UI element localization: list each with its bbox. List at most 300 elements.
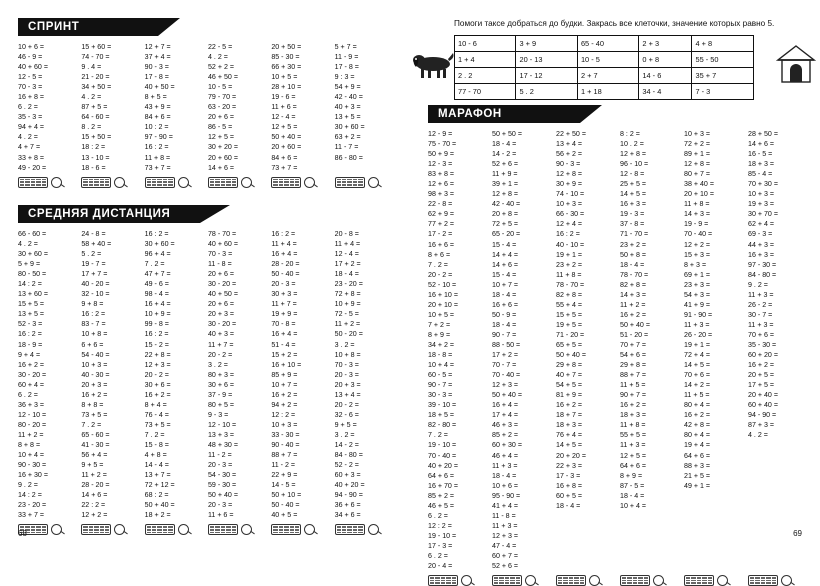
expression-item[interactable]: 12 : 2 = (271, 410, 296, 419)
expression-item[interactable]: 65 - 60 = (81, 430, 110, 439)
expression-item[interactable]: 8 + 9 = (620, 471, 643, 480)
expression-item[interactable]: 30 + 20 = (207, 143, 238, 152)
expression-item[interactable]: 39 + 1 = (492, 180, 519, 189)
expression-item[interactable]: 86 - 5 = (207, 123, 233, 132)
expression-item[interactable]: 40 + 7 = (556, 371, 583, 380)
expression-item[interactable]: 20 - 2 = (428, 270, 453, 279)
expression-item[interactable]: 28 - 20 = (81, 481, 110, 490)
expression-item[interactable]: 23 + 3 = (684, 280, 711, 289)
expression-item[interactable]: 18 + 2 = (144, 511, 171, 520)
expression-item[interactable]: 19 - 10 = (428, 441, 457, 450)
expression-item[interactable]: 10 + 4 = (18, 451, 45, 460)
expression-item[interactable]: 40 + 3 = (334, 103, 361, 112)
expression-item[interactable]: 60 + 5 = (556, 491, 583, 500)
expression-item[interactable]: 33 + 7 = (18, 511, 45, 520)
expression-item[interactable]: 91 - 90 = (684, 310, 713, 319)
expression-item[interactable]: 41 + 9 = (684, 300, 711, 309)
expression-item[interactable]: 7 . 2 = (428, 260, 448, 269)
expression-item[interactable]: 56 + 2 = (556, 150, 583, 159)
expression-item[interactable]: 11 + 3 = (684, 320, 710, 329)
expression-item[interactable]: 50 - 40 = (271, 501, 300, 510)
expression-item[interactable]: 63 + 2 = (334, 133, 361, 142)
expression-item[interactable]: 17 + 5 = (748, 381, 775, 390)
expression-item[interactable]: 66 - 60 = (18, 230, 47, 238)
expression-item[interactable]: 39 - 10 = (428, 401, 457, 410)
expression-item[interactable]: 60 + 4 = (18, 380, 45, 389)
expression-item[interactable]: 17 - 2 = (428, 230, 453, 239)
expression-item[interactable]: 14 : 2 = (18, 280, 42, 289)
expression-item[interactable]: 20 - 2 = (144, 370, 169, 379)
expression-item[interactable]: 20 + 60 = (271, 143, 302, 152)
expression-item[interactable]: 10 . 2 = (620, 140, 644, 149)
expression-item[interactable]: 48 + 30 = (207, 440, 238, 449)
expression-item[interactable]: 11 + 7 = (207, 340, 234, 349)
expression-item[interactable]: 78 - 70 = (556, 280, 585, 289)
expression-item[interactable]: 70 + 6 = (684, 371, 711, 380)
expression-item[interactable]: 17 + 2 = (334, 260, 361, 269)
expression-item[interactable]: 89 + 1 = (684, 150, 711, 159)
expression-item[interactable]: 52 - 10 = (428, 280, 457, 289)
expression-item[interactable]: 65 - 20 = (492, 230, 521, 239)
expression-item[interactable]: 10 : 2 = (144, 123, 169, 132)
expression-item[interactable]: 85 - 30 = (271, 53, 300, 62)
expression-item[interactable]: 8 + 8 = (81, 400, 104, 409)
expression-item[interactable]: 20 + 10 = (428, 300, 458, 309)
expression-item[interactable]: 60 + 7 = (492, 551, 519, 560)
expression-item[interactable]: 8 + 6 = (428, 250, 451, 259)
expression-item[interactable]: 29 + 8 = (556, 361, 583, 370)
expression-item[interactable]: 16 + 3 = (620, 200, 647, 209)
expression-item[interactable]: 69 + 1 = (684, 270, 711, 279)
expression-item[interactable]: 10 + 9 = (334, 300, 361, 309)
expression-item[interactable]: 18 - 4 = (334, 270, 359, 279)
expression-item[interactable]: 30 + 70 = (748, 210, 778, 219)
expression-item[interactable]: 12 + 5 = (207, 133, 235, 142)
expression-item[interactable]: 70 - 7 = (492, 361, 517, 370)
task-cell[interactable]: 17 - 12 (516, 68, 577, 84)
expression-item[interactable]: 12 + 7 = (144, 43, 171, 51)
expression-item[interactable]: 8 + 5 = (144, 93, 167, 102)
expression-item[interactable]: 5 . 2 = (81, 250, 102, 259)
expression-item[interactable]: 30 - 20 = (207, 280, 237, 289)
expression-item[interactable]: 5 + 7 = (334, 43, 357, 51)
expression-item[interactable]: 10 - 5 = (207, 83, 233, 92)
expression-item[interactable]: 12 + 8 = (492, 190, 519, 199)
expression-item[interactable]: 16 + 2 = (18, 360, 45, 369)
expression-item[interactable]: 9 . 4 = (81, 63, 102, 72)
expression-item[interactable]: 20 + 50 = (271, 43, 302, 51)
expression-item[interactable]: 94 - 90 = (748, 411, 777, 420)
expression-item[interactable]: 20 - 3 = (207, 461, 233, 470)
expression-item[interactable]: 15 - 4 = (492, 240, 517, 249)
expression-item[interactable]: 78 - 70 = (207, 230, 237, 238)
task-cell[interactable]: 20 - 13 (516, 52, 577, 68)
expression-item[interactable]: 19 - 7 = (81, 260, 106, 269)
expression-item[interactable]: 29 + 8 = (620, 361, 647, 370)
expression-item[interactable]: 37 - 8 = (620, 220, 645, 229)
expression-item[interactable]: 14 + 3 = (620, 290, 647, 299)
expression-item[interactable]: 70 - 8 = (271, 320, 296, 329)
expression-item[interactable]: 30 + 60 = (144, 240, 175, 249)
expression-item[interactable]: 75 - 70 = (428, 140, 457, 149)
expression-item[interactable]: 40 - 20 = (81, 280, 110, 289)
expression-item[interactable]: 11 + 8 = (556, 270, 582, 279)
expression-item[interactable]: 11 + 2 = (18, 430, 44, 439)
expression-item[interactable]: 16 : 2 = (144, 143, 169, 152)
expression-item[interactable]: 18 + 3 = (748, 160, 775, 169)
expression-item[interactable]: 30 + 3 = (271, 290, 298, 299)
expression-item[interactable]: 54 - 30 = (207, 471, 237, 480)
expression-item[interactable]: 70 + 6 = (748, 330, 775, 339)
expression-item[interactable]: 70 - 3 = (334, 360, 359, 369)
expression-item[interactable]: 30 - 20 = (18, 370, 47, 379)
expression-item[interactable]: 14 + 5 = (684, 361, 711, 370)
expression-item[interactable]: 40 + 20 = (334, 481, 365, 490)
expression-item[interactable]: 30 + 60 = (18, 250, 48, 259)
expression-item[interactable]: 50 + 40 = (556, 351, 586, 360)
expression-item[interactable]: 80 - 50 = (18, 270, 47, 279)
expression-item[interactable]: 90 + 7 = (620, 391, 647, 400)
expression-item[interactable]: 85 + 9 = (271, 370, 298, 379)
expression-item[interactable]: 87 + 5 = (81, 103, 108, 112)
expression-item[interactable]: 79 - 70 = (207, 93, 237, 102)
expression-item[interactable]: 20 - 8 = (334, 230, 359, 238)
expression-item[interactable]: 40 + 20 = (428, 461, 458, 470)
expression-item[interactable]: 87 + 3 = (748, 421, 775, 430)
expression-item[interactable]: 83 - 7 = (81, 320, 106, 329)
expression-item[interactable]: 50 + 10 = (271, 491, 302, 500)
expression-item[interactable]: 10 + 3 = (271, 420, 298, 429)
expression-item[interactable]: 8 + 8 = (18, 440, 41, 449)
expression-item[interactable]: 11 + 8 = (620, 421, 646, 430)
expression-item[interactable]: 9 + 5 = (334, 420, 357, 429)
expression-item[interactable]: 16 + 6 = (428, 240, 455, 249)
expression-item[interactable]: 9 + 8 = (81, 300, 104, 309)
task-cell[interactable]: 7 - 3 (692, 84, 754, 100)
expression-item[interactable]: 13 + 5 = (334, 113, 361, 122)
expression-item[interactable]: 13 + 4 = (556, 140, 583, 149)
task-cell[interactable]: 1 + 4 (455, 52, 516, 68)
expression-item[interactable]: 80 + 4 = (684, 431, 711, 440)
expression-item[interactable]: 19 - 10 = (428, 531, 457, 540)
expression-item[interactable]: 9 - 3 = (207, 410, 229, 419)
expression-item[interactable]: 6 . 2 = (18, 103, 38, 112)
expression-item[interactable]: 78 - 70 = (620, 270, 649, 279)
expression-item[interactable]: 23 - 20 = (18, 501, 47, 510)
expression-item[interactable]: 16 + 3 = (748, 250, 775, 259)
expression-item[interactable]: 84 - 80 = (748, 270, 777, 279)
expression-item[interactable]: 88 + 7 = (271, 451, 298, 460)
expression-item[interactable]: 18 - 4 = (492, 320, 517, 329)
expression-item[interactable]: 16 : 2 = (18, 330, 42, 339)
expression-item[interactable]: 72 + 5 = (492, 220, 519, 229)
expression-item[interactable]: 10 + 9 = (144, 310, 171, 319)
expression-item[interactable]: 13 - 10 = (81, 153, 110, 162)
expression-item[interactable]: 11 + 8 = (684, 200, 710, 209)
expression-item[interactable]: 50 - 20 = (334, 330, 363, 339)
expression-item[interactable]: 16 + 6 = (492, 300, 519, 309)
expression-item[interactable]: 36 + 6 = (334, 501, 361, 510)
expression-item[interactable]: 94 + 4 = (18, 123, 45, 132)
expression-item[interactable]: 20 + 10 = (684, 190, 714, 199)
expression-item[interactable]: 22 + 50 = (556, 130, 586, 138)
expression-item[interactable]: 49 + 1 = (684, 481, 711, 490)
expression-item[interactable]: 42 + 8 = (684, 421, 711, 430)
expression-item[interactable]: 4 . 2 = (81, 93, 102, 102)
expression-item[interactable]: 11 - 8 = (492, 511, 516, 520)
expression-item[interactable]: 70 - 40 = (492, 371, 521, 380)
expression-item[interactable]: 64 + 6 = (428, 471, 455, 480)
expression-item[interactable]: 11 + 5 = (684, 391, 710, 400)
expression-item[interactable]: 15 - 2 = (144, 340, 169, 349)
expression-item[interactable]: 70 - 3 = (18, 83, 43, 92)
expression-item[interactable]: 70 - 3 = (207, 250, 233, 259)
expression-item[interactable]: 4 + 8 = (144, 451, 167, 460)
expression-item[interactable]: 32 - 10 = (81, 290, 110, 299)
expression-item[interactable]: 22 + 9 = (271, 471, 298, 480)
task-cell[interactable]: 14 - 6 (639, 68, 692, 84)
expression-item[interactable]: 15 - 8 = (144, 440, 169, 449)
expression-item[interactable]: 16 + 4 = (271, 330, 298, 339)
expression-item[interactable]: 16 + 8 = (556, 481, 583, 490)
expression-item[interactable]: 12 + 3 = (492, 381, 519, 390)
expression-item[interactable]: 16 + 2 = (620, 401, 647, 410)
expression-item[interactable]: 20 + 3 = (81, 380, 108, 389)
expression-item[interactable]: 40 + 3 = (207, 330, 235, 339)
expression-item[interactable]: 34 + 6 = (334, 511, 361, 520)
expression-item[interactable]: 55 + 4 = (556, 300, 583, 309)
expression-item[interactable]: 11 + 6 = (207, 511, 234, 520)
expression-item[interactable]: 50 + 9 = (428, 150, 455, 159)
expression-item[interactable]: 54 + 3 = (684, 290, 711, 299)
expression-item[interactable]: 7 . 2 = (428, 431, 448, 440)
expression-item[interactable]: 42 - 40 = (334, 93, 363, 102)
expression-item[interactable]: 71 - 70 = (620, 230, 649, 239)
expression-item[interactable]: 13 + 60 = (18, 290, 48, 299)
expression-item[interactable]: 81 + 9 = (556, 391, 583, 400)
expression-item[interactable]: 10 + 5 = (271, 73, 298, 82)
expression-item[interactable]: 62 + 9 = (428, 210, 455, 219)
expression-item[interactable]: 63 - 20 = (207, 103, 237, 112)
expression-item[interactable]: 8 . 2 = (81, 123, 102, 132)
expression-item[interactable]: 14 : 2 = (18, 491, 42, 500)
task-cell[interactable]: 5 . 2 (516, 84, 577, 100)
expression-item[interactable]: 12 + 5 = (271, 123, 298, 132)
expression-item[interactable]: 3 . 2 = (334, 430, 355, 439)
expression-item[interactable]: 23 - 20 = (334, 280, 363, 289)
expression-item[interactable]: 60 + 3 = (334, 471, 361, 480)
expression-item[interactable]: 19 + 9 = (271, 310, 298, 319)
expression-item[interactable]: 46 + 50 = (207, 73, 238, 82)
task-cell[interactable]: 1 + 18 (577, 84, 638, 100)
expression-item[interactable]: 72 + 2 = (684, 140, 711, 149)
expression-item[interactable]: 86 - 80 = (334, 153, 363, 162)
expression-item[interactable]: 72 + 8 = (334, 290, 361, 299)
expression-item[interactable]: 11 + 8 = (144, 153, 171, 162)
expression-item[interactable]: 20 - 2 = (334, 400, 359, 409)
expression-item[interactable]: 9 + 5 = (81, 461, 104, 470)
expression-item[interactable]: 10 + 3 = (684, 130, 711, 138)
expression-item[interactable]: 9 . 2 = (748, 280, 768, 289)
expression-item[interactable]: 88 + 3 = (684, 461, 711, 470)
expression-item[interactable]: 18 - 6 = (81, 163, 106, 172)
expression-item[interactable]: 8 : 2 = (620, 130, 640, 138)
expression-item[interactable]: 35 - 3 = (18, 113, 43, 122)
task-cell[interactable]: 4 + 8 (692, 36, 754, 52)
expression-item[interactable]: 10 + 4 = (620, 501, 647, 510)
expression-item[interactable]: 20 + 6 = (207, 270, 235, 279)
expression-item[interactable]: 42 - 40 = (492, 200, 521, 209)
expression-item[interactable]: 22 + 3 = (556, 461, 583, 470)
expression-item[interactable]: 17 + 4 = (492, 411, 519, 420)
expression-item[interactable]: 33 + 8 = (18, 153, 45, 162)
expression-item[interactable]: 44 + 3 = (748, 240, 775, 249)
expression-item[interactable]: 40 - 30 = (81, 370, 110, 379)
expression-item[interactable]: 85 - 4 = (748, 170, 773, 179)
expression-item[interactable]: 97 - 30 = (748, 260, 777, 269)
expression-item[interactable]: 85 + 2 = (492, 431, 519, 440)
expression-item[interactable]: 19 - 9 = (684, 220, 709, 229)
expression-item[interactable]: 54 - 40 = (81, 350, 110, 359)
expression-item[interactable]: 36 + 3 = (18, 400, 45, 409)
expression-item[interactable]: 13 + 7 = (144, 471, 171, 480)
expression-item[interactable]: 15 + 5 = (18, 300, 45, 309)
expression-item[interactable]: 30 + 6 = (207, 380, 235, 389)
expression-item[interactable]: 80 + 4 = (684, 401, 711, 410)
expression-item[interactable]: 12 - 3 = (428, 160, 453, 169)
expression-item[interactable]: 12 - 4 = (334, 250, 359, 259)
expression-item[interactable]: 82 + 8 = (556, 290, 583, 299)
expression-item[interactable]: 73 + 7 = (271, 163, 298, 172)
expression-item[interactable]: 10 + 8 = (334, 350, 361, 359)
expression-item[interactable]: 16 + 70 = (428, 481, 458, 490)
expression-item[interactable]: 40 + 60 = (207, 240, 238, 249)
expression-item[interactable]: 10 + 7 = (271, 380, 298, 389)
expression-item[interactable]: 60 - 5 = (428, 371, 453, 380)
expression-item[interactable]: 51 - 20 = (620, 330, 649, 339)
expression-item[interactable]: 10 + 6 = (492, 481, 519, 490)
expression-item[interactable]: 32 - 6 = (334, 410, 359, 419)
expression-item[interactable]: 90 - 7 = (428, 381, 453, 390)
expression-item[interactable]: 12 : 2 = (428, 521, 452, 530)
expression-item[interactable]: 90 - 40 = (271, 440, 300, 449)
expression-item[interactable]: 12 - 10 = (207, 420, 237, 429)
expression-item[interactable]: 22 : 2 = (81, 501, 106, 510)
expression-item[interactable]: 82 - 80 = (428, 421, 457, 430)
expression-item[interactable]: 12 + 2 = (81, 511, 108, 520)
expression-item[interactable]: 12 + 3 = (492, 531, 519, 540)
expression-item[interactable]: 50 + 40 = (271, 133, 302, 142)
expression-item[interactable]: 19 - 3 = (620, 210, 645, 219)
expression-item[interactable]: 7 . 2 = (144, 260, 165, 269)
expression-item[interactable]: 43 + 9 = (144, 103, 171, 112)
expression-item[interactable]: 4 . 2 = (18, 240, 38, 249)
expression-item[interactable]: 11 + 3 = (620, 441, 646, 450)
expression-item[interactable]: 18 : 2 = (81, 143, 106, 152)
expression-item[interactable]: 17 + 2 = (492, 351, 519, 360)
expression-item[interactable]: 34 + 50 = (81, 83, 112, 92)
expression-item[interactable]: 18 - 4 = (556, 501, 581, 510)
expression-item[interactable]: 5 + 9 = (18, 260, 41, 269)
expression-item[interactable]: 22 - 8 = (428, 200, 453, 209)
expression-item[interactable]: 16 : 2 = (81, 310, 106, 319)
expression-item[interactable]: 17 + 7 = (81, 270, 108, 279)
expression-item[interactable]: 80 - 20 = (18, 420, 47, 429)
expression-item[interactable]: 10 + 4 = (428, 361, 455, 370)
expression-item[interactable]: 24 - 8 = (81, 230, 106, 238)
expression-item[interactable]: 9 + 4 = (18, 350, 41, 359)
expression-item[interactable]: 10 + 7 = (492, 280, 519, 289)
expression-item[interactable]: 19 + 1 = (556, 250, 583, 259)
expression-item[interactable]: 85 + 2 = (428, 491, 455, 500)
expression-item[interactable]: 15 + 60 = (81, 43, 112, 51)
expression-item[interactable]: 64 - 60 = (81, 113, 110, 122)
expression-item[interactable]: 50 + 40 = (620, 320, 650, 329)
expression-item[interactable]: 40 + 60 = (18, 63, 48, 72)
expression-item[interactable]: 20 + 20 = (556, 451, 586, 460)
expression-item[interactable]: 16 + 4 = (492, 401, 519, 410)
expression-item[interactable]: 54 + 9 = (334, 83, 361, 92)
expression-item[interactable]: 12 + 8 = (556, 170, 583, 179)
expression-item[interactable]: 20 - 3 = (271, 280, 296, 289)
expression-item[interactable]: 84 + 6 = (144, 113, 171, 122)
expression-item[interactable]: 19 + 3 = (748, 200, 775, 209)
expression-item[interactable]: 51 - 4 = (271, 340, 296, 349)
expression-item[interactable]: 74 - 70 = (81, 53, 110, 62)
expression-item[interactable]: 16 + 8 = (18, 93, 45, 102)
expression-item[interactable]: 14 - 5 = (271, 481, 296, 490)
expression-item[interactable]: 9 : 3 = (334, 73, 355, 82)
expression-item[interactable]: 18 - 8 = (428, 351, 453, 360)
expression-item[interactable]: 62 + 4 = (748, 220, 775, 229)
expression-item[interactable]: 16 - 5 = (748, 150, 773, 159)
expression-item[interactable]: 82 + 8 = (620, 280, 647, 289)
expression-item[interactable]: 34 + 2 = (428, 340, 455, 349)
expression-item[interactable]: 72 + 4 = (684, 351, 711, 360)
expression-item[interactable]: 12 + 8 = (620, 150, 647, 159)
expression-item[interactable]: 14 + 6 = (207, 163, 235, 172)
expression-item[interactable]: 15 + 3 = (684, 250, 711, 259)
expression-item[interactable]: 20 + 3 = (207, 310, 235, 319)
expression-item[interactable]: 56 + 4 = (81, 451, 108, 460)
expression-item[interactable]: 18 + 7 = (556, 411, 583, 420)
expression-item[interactable]: 14 + 6 = (81, 491, 108, 500)
expression-item[interactable]: 12 + 5 = (620, 451, 647, 460)
expression-item[interactable]: 10 + 5 = (428, 310, 455, 319)
expression-item[interactable]: 84 + 6 = (271, 153, 298, 162)
expression-item[interactable]: 84 - 80 = (334, 451, 363, 460)
expression-item[interactable]: 13 + 5 = (18, 310, 45, 319)
task-cell[interactable]: 0 + 8 (639, 52, 692, 68)
expression-item[interactable]: 90 - 7 = (492, 330, 517, 339)
expression-item[interactable]: 16 + 10 = (271, 360, 302, 369)
task-cell[interactable]: 34 - 4 (639, 84, 692, 100)
expression-item[interactable]: 13 + 3 = (207, 430, 235, 439)
expression-item[interactable]: 73 + 5 = (144, 420, 171, 429)
expression-item[interactable]: 14 + 5 = (556, 441, 583, 450)
expression-item[interactable]: 46 + 4 = (492, 451, 519, 460)
expression-item[interactable]: 50 + 40 = (492, 391, 522, 400)
expression-item[interactable]: 49 - 20 = (18, 163, 47, 172)
expression-item[interactable]: 17 - 8 = (334, 63, 359, 72)
expression-item[interactable]: 30 + 60 = (334, 123, 365, 132)
expression-item[interactable]: 11 + 5 = (620, 381, 646, 390)
expression-item[interactable]: 26 - 2 = (748, 300, 773, 309)
expression-item[interactable]: 40 - 10 = (556, 240, 585, 249)
expression-item[interactable]: 20 - 3 = (334, 370, 359, 379)
expression-item[interactable]: 17 - 8 = (144, 73, 169, 82)
expression-item[interactable]: 12 + 4 = (556, 220, 583, 229)
